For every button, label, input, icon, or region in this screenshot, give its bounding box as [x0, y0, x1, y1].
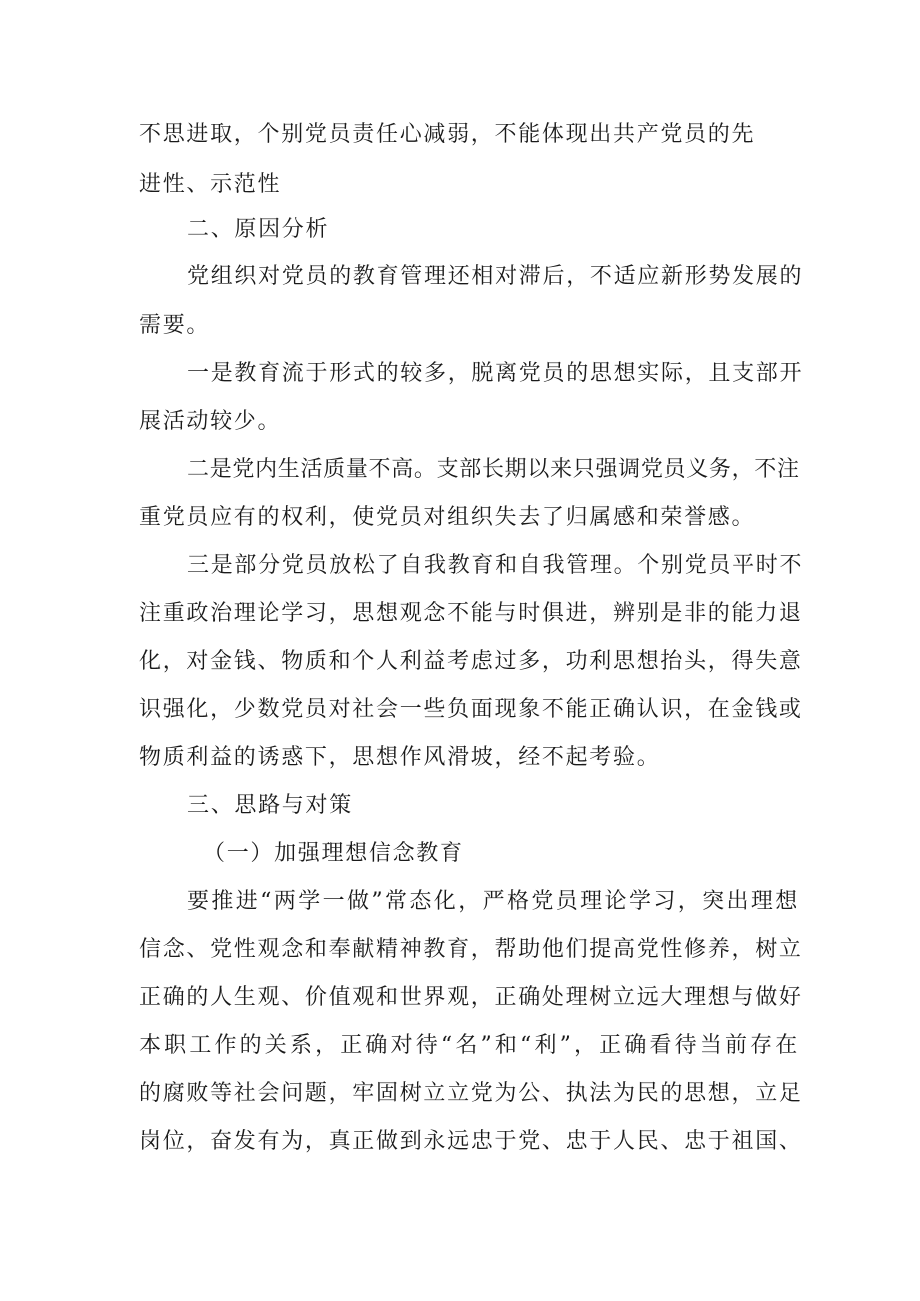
paragraph-line: 党组织对党员的教育管理还相对滞后，不适应新形势发展的	[187, 264, 804, 289]
paragraph-line: 识强化，少数党员对社会一些负面现象不能正确认识，在金钱或	[139, 697, 803, 722]
section-heading: 二、原因分析	[187, 217, 330, 242]
paragraph-line: 进性、示范性	[139, 172, 282, 197]
paragraph-line: 信念、党性观念和奉献精神教育，帮助他们提高党性修养，树立	[139, 937, 803, 962]
paragraph-line: 要推进“两学一做”常态化，严格党员理论学习，突出理想	[187, 889, 799, 914]
paragraph-line: 的腐败等社会问题，牢固树立立党为公、执法为民的思想，立足	[139, 1081, 803, 1106]
subsection-heading: （一）加强理想信念教育	[203, 841, 464, 866]
paragraph-line: 不思进取，个别党员责任心减弱，不能体现出共产党员的先	[139, 122, 756, 147]
paragraph-line: 一是教育流于形式的较多，脱离党员的思想实际，且支部开	[187, 361, 804, 386]
section-heading: 三、思路与对策	[187, 793, 353, 818]
paragraph-line: 重党员应有的权利，使党员对组织失去了归属感和荣誉感。	[139, 505, 756, 530]
paragraph-line: 物质利益的诱惑下，思想作风滑坡，经不起考验。	[139, 745, 661, 770]
paragraph-line: 注重政治理论学习，思想观念不能与时俱进，辨别是非的能力退	[139, 601, 803, 626]
paragraph-line: 本职工作的关系，正确对待“名”和“利”，正确看待当前存在	[139, 1033, 799, 1058]
paragraph-line: 三是部分党员放松了自我教育和自我管理。个别党员平时不	[187, 553, 804, 578]
paragraph-line: 二是党内生活质量不高。支部长期以来只强调党员义务，不注	[187, 457, 799, 482]
paragraph-line: 岗位，奋发有为，真正做到永远忠于党、忠于人民、忠于祖国、	[139, 1129, 803, 1154]
paragraph-line: 正确的人生观、价值观和世界观，正确处理树立远大理想与做好	[139, 985, 803, 1010]
paragraph-line: 需要。	[139, 313, 211, 338]
paragraph-line: 展活动较少。	[139, 409, 282, 434]
paragraph-line: 化，对金钱、物质和个人利益考虑过多，功利思想抬头，得失意	[139, 649, 803, 674]
